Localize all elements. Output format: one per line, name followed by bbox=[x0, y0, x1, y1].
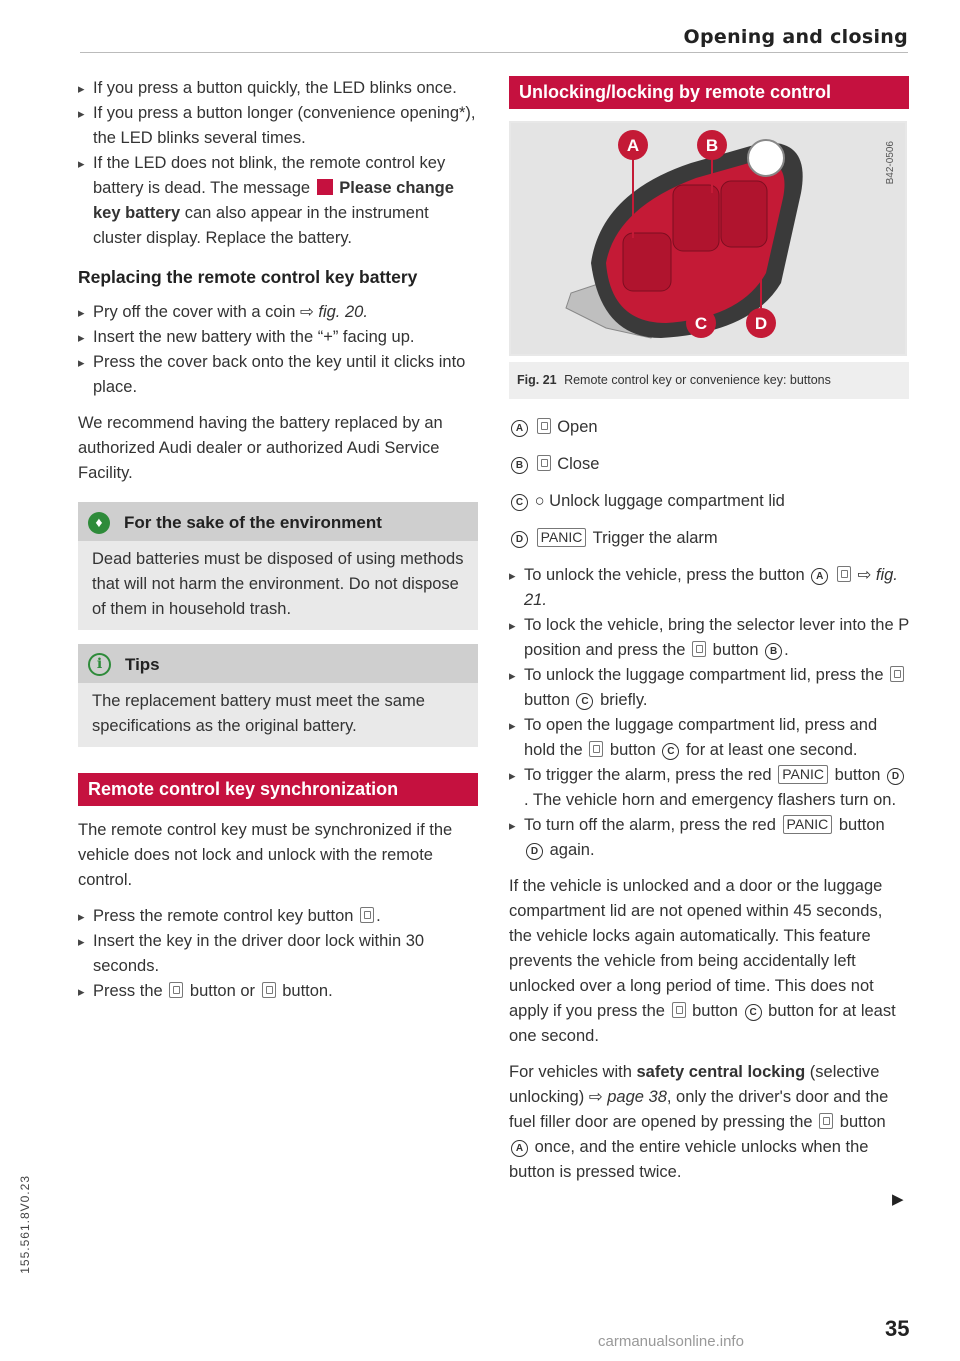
list-item: ▸ Insert the new battery with the “+” facing up. bbox=[78, 325, 478, 350]
marker-c: C bbox=[745, 1004, 762, 1021]
trunk-button-icon bbox=[890, 666, 904, 682]
list-item bbox=[509, 563, 909, 613]
unlock-button-icon bbox=[837, 566, 851, 582]
trunk-button-icon bbox=[589, 741, 603, 757]
replace-b1-text: Pry off the cover with a coin bbox=[93, 303, 296, 321]
list-item bbox=[509, 813, 909, 863]
list-item bbox=[78, 151, 478, 251]
legend-item bbox=[509, 489, 909, 514]
marker-a: A bbox=[511, 420, 528, 437]
list-item: ▸ If you press a button longer (convenience opening*), the LED blinks several times. bbox=[78, 101, 478, 151]
sync-intro: The remote control key must be synchronized if the vehicle does not lock and unlock with the remote control. bbox=[78, 821, 453, 889]
list-item bbox=[509, 713, 909, 763]
b6-text: button bbox=[838, 816, 885, 834]
sync-b1-text: Press the remote control key button bbox=[93, 907, 354, 925]
legend-text: Open bbox=[557, 418, 598, 436]
b3-text: button bbox=[524, 691, 570, 709]
marker-b: B bbox=[765, 643, 782, 660]
trunk-button-icon bbox=[672, 1002, 686, 1018]
b6-text: again. bbox=[549, 841, 595, 859]
sync-b3-c: button. bbox=[282, 982, 333, 1000]
b2-text: button bbox=[712, 641, 759, 659]
b4-text: button bbox=[609, 741, 656, 759]
environment-note bbox=[78, 502, 478, 630]
list-item: ▸ Press the cover back onto the key until it clicks into place. bbox=[78, 350, 478, 400]
safety-text: (selective unlocking) bbox=[509, 1063, 880, 1106]
auto-lock-text: button bbox=[692, 1002, 738, 1020]
led-text-bold: Please change key battery bbox=[93, 179, 454, 222]
list-item bbox=[509, 763, 909, 813]
figure-code: B42-0506 bbox=[885, 141, 896, 185]
lock-button-icon bbox=[537, 455, 551, 471]
lock-button-icon bbox=[360, 907, 374, 923]
callout-c: C bbox=[694, 314, 708, 333]
safety-paragraph bbox=[509, 1060, 909, 1185]
page-ref-link[interactable]: ⇨ page 38 bbox=[588, 1088, 667, 1106]
tips-note bbox=[78, 644, 478, 747]
legend-item bbox=[509, 415, 909, 440]
safety-bold: safety central locking bbox=[636, 1063, 806, 1081]
auto-lock-text: button for at least one second. bbox=[509, 1002, 896, 1045]
b1-text: To unlock the vehicle, press the button bbox=[524, 566, 805, 584]
lock-button-icon bbox=[262, 982, 276, 998]
callout-d: D bbox=[754, 314, 768, 333]
auto-lock-paragraph bbox=[509, 874, 909, 1049]
sync-b3-b: button or bbox=[189, 982, 256, 1000]
continue-arrow-icon: ▶ bbox=[892, 1191, 904, 1208]
list-item bbox=[78, 979, 478, 1004]
right-column bbox=[509, 76, 909, 1185]
safety-text: For vehicles with bbox=[509, 1063, 632, 1081]
marker-a: A bbox=[811, 568, 828, 585]
legend-text: Unlock luggage compartment lid bbox=[549, 492, 785, 510]
header-rule bbox=[80, 52, 908, 53]
environment-note-title: For the sake of the environment bbox=[124, 513, 382, 532]
b6-text: To turn off the alarm, press the red bbox=[524, 816, 776, 834]
legend-text: Trigger the alarm bbox=[592, 529, 718, 547]
legend-text: Close bbox=[557, 455, 600, 473]
safety-text: button bbox=[839, 1113, 886, 1131]
car-trunk-icon: ○ bbox=[534, 492, 545, 510]
environment-note-body: Dead batteries must be disposed of using methods that will not harm the environment. Do not dispose of them in household trash. bbox=[92, 550, 464, 618]
remote-key-illustration bbox=[511, 123, 905, 354]
marker-b: B bbox=[511, 457, 528, 474]
marker-c: C bbox=[576, 693, 593, 710]
sync-b3-a: Press the bbox=[93, 982, 163, 1000]
marker-a: A bbox=[511, 1140, 528, 1157]
side-code: 155.561.8V0.23 bbox=[18, 1175, 32, 1274]
remote-heading: Unlocking/locking by remote control bbox=[509, 76, 909, 109]
leaf-icon: ♦ bbox=[88, 512, 110, 534]
b3-text: To unlock the luggage compartment lid, press the bbox=[524, 666, 884, 684]
watermark[interactable]: carmanualsonline.info bbox=[598, 1333, 744, 1350]
marker-c: C bbox=[662, 743, 679, 760]
b4-text: To open the luggage compartment lid, press and hold the bbox=[524, 716, 878, 759]
list-item: ▸ If you press a button quickly, the LED blinks once. bbox=[78, 76, 478, 101]
warning-key-icon bbox=[317, 179, 333, 195]
list-item: ▸ To lock the vehicle, bring the selector lever into the P position and press the button B . bbox=[509, 613, 909, 663]
auto-lock-text: If the vehicle is unlocked and a door or the luggage compartment lid are not opened within 45 seconds, the vehicle locks again automatically. This feature prevents the vehicle from being accidentally left unlocked over a long period of time. This does not apply if you press the bbox=[509, 877, 883, 1020]
safety-text: , only the driver's door and the fuel filler door are opened by pressing the bbox=[509, 1088, 889, 1131]
safety-text: once, and the entire vehicle unlocks when the button is pressed twice. bbox=[509, 1138, 869, 1181]
legend bbox=[509, 415, 909, 551]
tips-note-header bbox=[78, 644, 478, 683]
lock-button-icon bbox=[692, 641, 706, 657]
led-text-post: can also appear in the instrument cluster display. Replace the battery. bbox=[93, 204, 429, 247]
marker-c: C bbox=[511, 494, 528, 511]
panic-key: PANIC bbox=[783, 815, 833, 834]
caption-text: Remote control key or convenience key: buttons bbox=[564, 373, 831, 387]
figure-caption bbox=[509, 362, 909, 399]
left-column bbox=[78, 76, 478, 1004]
callout-b: B bbox=[705, 136, 719, 155]
running-head: Opening and closing bbox=[683, 26, 908, 48]
b5-text: . The vehicle horn and emergency flashers turn on. bbox=[524, 791, 897, 809]
info-icon: i bbox=[88, 653, 111, 676]
legend-item bbox=[509, 526, 909, 551]
key-figure bbox=[509, 121, 907, 356]
fig-ref-link[interactable]: ⇨ fig. 21. bbox=[524, 566, 898, 609]
marker-d: D bbox=[511, 531, 528, 548]
marker-d: D bbox=[887, 768, 904, 785]
tips-note-body: The replacement battery must meet the same specifications as the original battery. bbox=[92, 692, 425, 735]
b2-text: To lock the vehicle, bring the selector lever into the P position and press the bbox=[524, 616, 909, 659]
b3-text: briefly. bbox=[600, 691, 648, 709]
list-item: ▸ Press the remote control key button . bbox=[78, 904, 478, 929]
b5-text: button bbox=[834, 766, 881, 784]
led-text-pre: If the LED does not blink, the remote control key battery is dead. The message bbox=[93, 154, 446, 197]
panic-key: PANIC bbox=[537, 528, 587, 547]
environment-note-header bbox=[78, 502, 478, 541]
fig-ref-link[interactable]: ⇨ fig. 20. bbox=[299, 303, 368, 321]
replace-heading: Replacing the remote control key battery bbox=[78, 267, 418, 287]
unlock-button-icon bbox=[537, 418, 551, 434]
list-item bbox=[78, 300, 478, 325]
page-number: 35 bbox=[885, 1316, 910, 1341]
recommend-paragraph: We recommend having the battery replaced by an authorized Audi dealer or authorized Audi Service Facility. bbox=[78, 414, 443, 482]
unlock-button-icon bbox=[819, 1113, 833, 1129]
list-item bbox=[509, 663, 909, 713]
legend-item bbox=[509, 452, 909, 477]
callout-a: A bbox=[626, 136, 640, 155]
b4-text: for at least one second. bbox=[685, 741, 858, 759]
unlock-button-icon bbox=[169, 982, 183, 998]
sync-heading: Remote control key synchronization bbox=[78, 773, 478, 806]
marker-d: D bbox=[526, 843, 543, 860]
tips-note-title: Tips bbox=[125, 655, 160, 674]
caption-label: Fig. 21 bbox=[517, 373, 557, 387]
panic-key: PANIC bbox=[778, 765, 828, 784]
list-item: ▸ Insert the key in the driver door lock within 30 seconds. bbox=[78, 929, 478, 979]
b5-text: To trigger the alarm, press the red bbox=[524, 766, 772, 784]
